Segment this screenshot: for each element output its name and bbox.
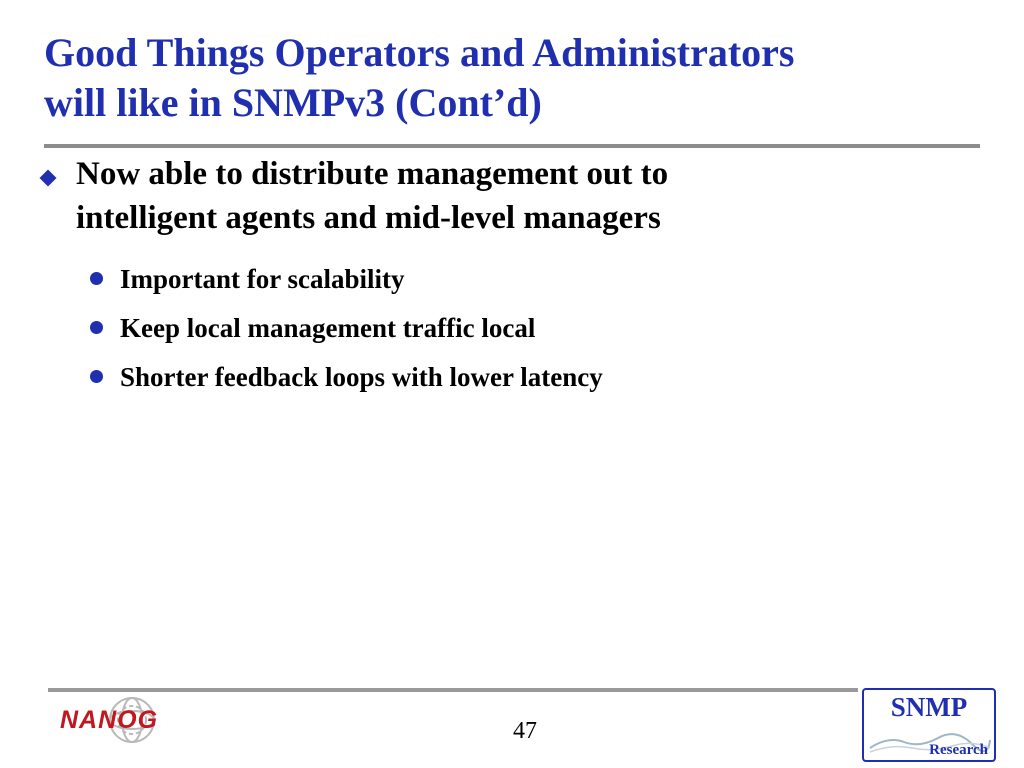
sub-bullet-text: Keep local management traffic local — [120, 312, 536, 343]
sub-bullet-text: Important for scalability — [120, 263, 405, 294]
snmp-logo-word: SNMP — [890, 692, 968, 722]
nanog-logo-text: NANOG — [60, 706, 159, 734]
page-number: 47 — [513, 718, 537, 744]
title-divider — [44, 144, 980, 148]
dot-bullet-icon — [90, 370, 103, 383]
snmp-logo-subtitle: Research — [929, 742, 988, 758]
title-line-2: will like in SNMPv3 (Cont’d) — [44, 80, 542, 125]
diamond-bullet-icon — [40, 170, 57, 187]
sub-bullet — [90, 303, 890, 352]
sub-bullet-list — [90, 254, 890, 401]
dot-bullet-icon — [90, 321, 103, 334]
main-bullet-line-2: intelligent agents and mid-level managers — [76, 200, 661, 236]
main-bullet — [40, 152, 940, 240]
main-bullet-line-1: Now able to distribute management out to — [76, 156, 669, 192]
sub-bullet — [90, 254, 890, 303]
slide-title — [44, 28, 984, 128]
sub-bullet — [90, 352, 890, 401]
sub-bullet-text: Shorter feedback loops with lower latency — [120, 361, 603, 392]
title-line-1: Good Things Operators and Administrators — [44, 30, 795, 75]
main-bullet-text — [76, 152, 668, 240]
snmp-research-logo — [862, 688, 996, 762]
dot-bullet-icon — [90, 272, 103, 285]
nanog-logo — [56, 690, 206, 754]
